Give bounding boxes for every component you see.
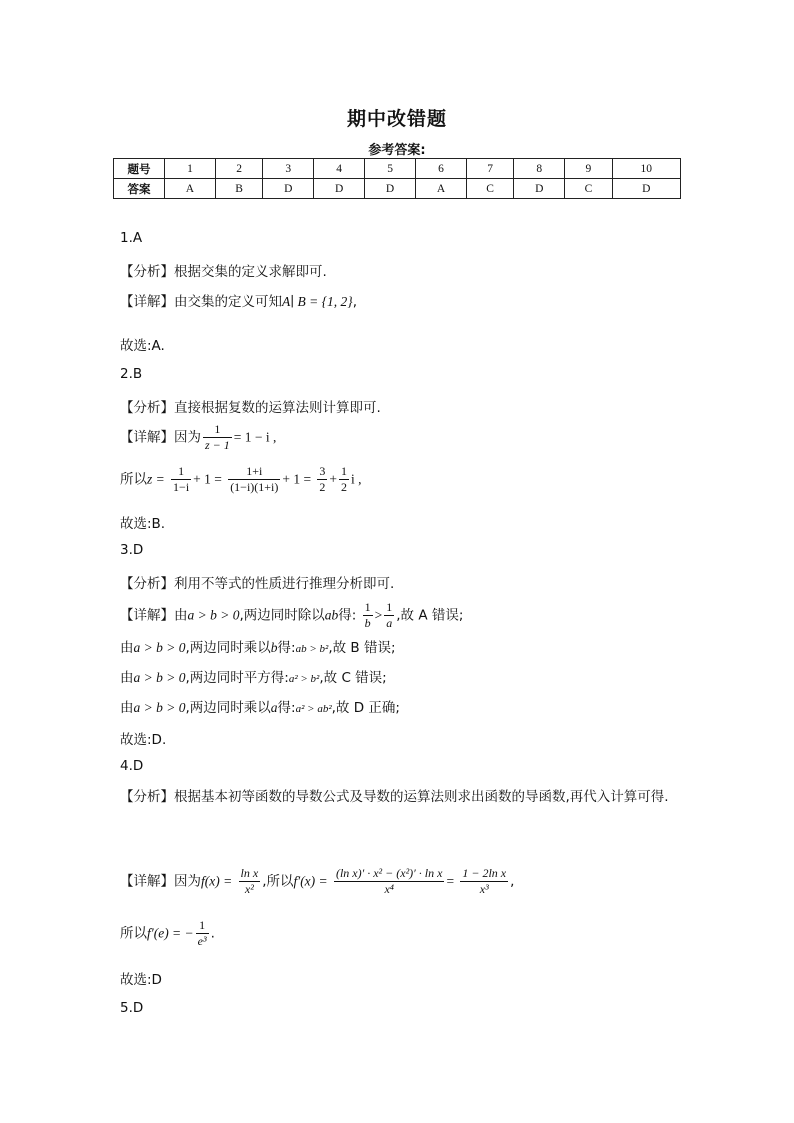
q3-l4-de: 得: [277,700,296,716]
q2-detail-prefix: 【详解】因为 [120,429,201,446]
q3-line3 [120,666,387,686]
q2-fraction-3 [228,464,280,495]
q3-l4-expr: a² > ab² [295,703,332,715]
q4-fx: f(x) = [201,873,233,889]
page-title: 期中改错题 [346,108,447,130]
fraction-numerator: 1 [178,464,185,478]
q2-choose: 故选:B. [120,516,166,532]
table-cell-number: 5 [365,159,416,179]
table-cell-number: 8 [514,159,565,179]
table-cell-answer: A [165,179,216,199]
q3-gt: > [374,607,383,623]
fraction-numerator: (ln x)′ · x² − (x²)′ · ln x [335,866,443,880]
q3-l3-math: a > b > 0 [133,670,186,685]
q3-number: 3.D [120,542,144,558]
q3-l4-math: a > b > 0 [133,700,186,715]
table-cell-number: 1 [165,159,216,179]
fraction-denominator: 1−i [173,480,190,494]
answer-subtitle: 参考答案: [368,143,426,158]
fraction-numerator: 1 [341,464,348,478]
q3-l2-var: b [270,640,278,655]
fraction-denominator: a [386,616,393,630]
fraction-denominator: e³ [197,934,207,948]
table-cell-answer: D [514,179,565,199]
q4-detail-prefix: 【详解】因为 [120,873,201,890]
fraction-numerator: ln x [240,866,259,880]
q4-l2-fraction [196,918,209,949]
q3-l2-math: a > b > 0 [133,640,186,655]
q3-l2-de: 得: [277,640,296,656]
q1-analysis: 【分析】根据交集的定义求解即可. [120,264,327,280]
fraction-denominator: x⁴ [334,881,445,897]
q4-fraction-3 [460,866,508,897]
q3-l1-de: 得: [338,607,357,624]
q4-fraction-1 [239,866,261,897]
q4-l2-end: . [210,925,215,942]
fraction-numerator: 1 [386,600,393,614]
q3-l4-text: ,两边同时乘以 [185,700,271,716]
q4-l2-math: f′(e) = − [147,925,194,941]
q3-l1-math: a > b > 0 [187,607,240,623]
table-row-answers [114,179,681,199]
q4-l2-prefix: 所以 [120,925,147,942]
q4-number: 4.D [120,758,144,774]
table-row-numbers [114,159,681,179]
fraction-numerator: 1 [214,422,221,436]
q2-analysis: 【分析】直接根据复数的运算法则计算即可. [120,400,381,416]
q3-l4-prefix: 由 [120,700,134,716]
q3-l1-ab: ab [324,607,339,623]
q2-fraction-2 [171,464,191,495]
table-cell-answer: B [215,179,262,199]
fraction-denominator: 2 [341,480,348,494]
q2-fraction-4 [317,464,327,495]
q2-detail-suffix: = 1 − i , [233,429,277,445]
q3-l4-var: a [270,700,278,715]
q2-fraction-1 [203,422,232,453]
q4-eq: = [446,873,455,889]
table-cell-answer: C [466,179,513,199]
fraction-numerator: 1 [199,918,206,932]
table-cell-answer: D [612,179,680,199]
q1-detail-prefix: 【详解】由交集的定义可知 [120,294,282,310]
fraction-denominator: z − 1 [205,438,230,452]
table-cell-answer: A [416,179,467,199]
q4-detail-text: ,所以 [262,873,294,890]
q2-tail: i , [351,471,362,487]
fraction-numerator: 1+i [246,464,263,478]
q4-fraction-2 [334,866,445,897]
table-cell-answer: D [365,179,416,199]
table-cell-answer: C [565,179,612,199]
q3-fraction-b [384,600,394,631]
table-cell-answer: D [263,179,314,199]
q2-fraction-5 [339,464,349,495]
q2-plus-2: + 1 = [282,471,312,487]
table-cell-number: 6 [416,159,467,179]
q1-choose: 故选:A. [120,338,165,354]
q3-l1-prefix: 【详解】由 [120,607,188,624]
fraction-numerator: 1 [364,600,371,614]
q1-number: 1.A [120,230,143,246]
q5-number: 5.D [120,1000,144,1016]
fraction-numerator: 3 [319,464,326,478]
q2-plus-3: + [329,471,338,487]
q3-choose: 故选:D. [120,732,167,748]
q3-l3-prefix: 由 [120,670,134,686]
table-header-label: 题号 [114,159,165,179]
q4-detail-end: , [510,873,515,890]
q3-l3-text: ,两边同时平方得: [185,670,289,686]
q2-number: 2.B [120,366,143,382]
q3-l4-end: ,故 D 正确; [331,700,400,716]
q3-l2-text: ,两边同时乘以 [185,640,271,656]
q3-line2 [120,636,396,656]
answer-table [113,158,681,199]
q1-detail-suffix: , [352,294,358,310]
table-cell-number: 4 [314,159,365,179]
table-cell-number: 7 [466,159,513,179]
q4-analysis: 【分析】根据基本初等函数的导数公式及导数的运算法则求出函数的导函数,再代入计算可得. [120,789,669,805]
fraction-denominator: 2 [319,480,326,494]
q3-l1-end: ,故 A 错误; [396,607,464,624]
q3-line4 [120,696,400,716]
table-cell-answer: D [314,179,365,199]
q3-analysis: 【分析】利用不等式的性质进行推理分析即可. [120,576,395,592]
q1-detail-math: A∣ B = {1, 2} [282,294,353,309]
q3-l3-end: ,故 C 错误; [319,670,387,686]
table-cell-number: 3 [263,159,314,179]
q2-line2-prefix: 所以 [120,471,147,488]
q3-line1 [120,600,463,631]
q4-fpx: f′(x) = [293,873,328,889]
table-answer-label: 答案 [114,179,165,199]
fraction-denominator: x³ [460,881,508,897]
q3-l2-prefix: 由 [120,640,134,656]
table-cell-number: 10 [612,159,680,179]
fraction-denominator: (1−i)(1+i) [230,480,279,494]
q2-z: z = [147,471,165,487]
fraction-denominator: b [364,616,371,630]
table-cell-number: 2 [215,159,262,179]
q3-l1-text: ,两边同时除以 [239,607,325,624]
q3-l3-expr: a² > b² [288,673,320,685]
table-cell-number: 9 [565,159,612,179]
q4-choose: 故选:D [120,972,162,988]
q2-line2 [120,464,362,495]
q3-fraction-a [363,600,373,631]
fraction-denominator: x² [239,881,261,897]
q1-detail [120,290,357,310]
q4-detail [120,866,514,897]
q3-l2-expr: ab > b² [295,643,329,655]
q3-l2-end: ,故 B 错误; [328,640,396,656]
q2-plus-1: + 1 = [193,471,222,487]
q2-detail [120,422,276,453]
fraction-numerator: 1 − 2ln x [462,866,507,880]
q4-line2 [120,918,215,949]
